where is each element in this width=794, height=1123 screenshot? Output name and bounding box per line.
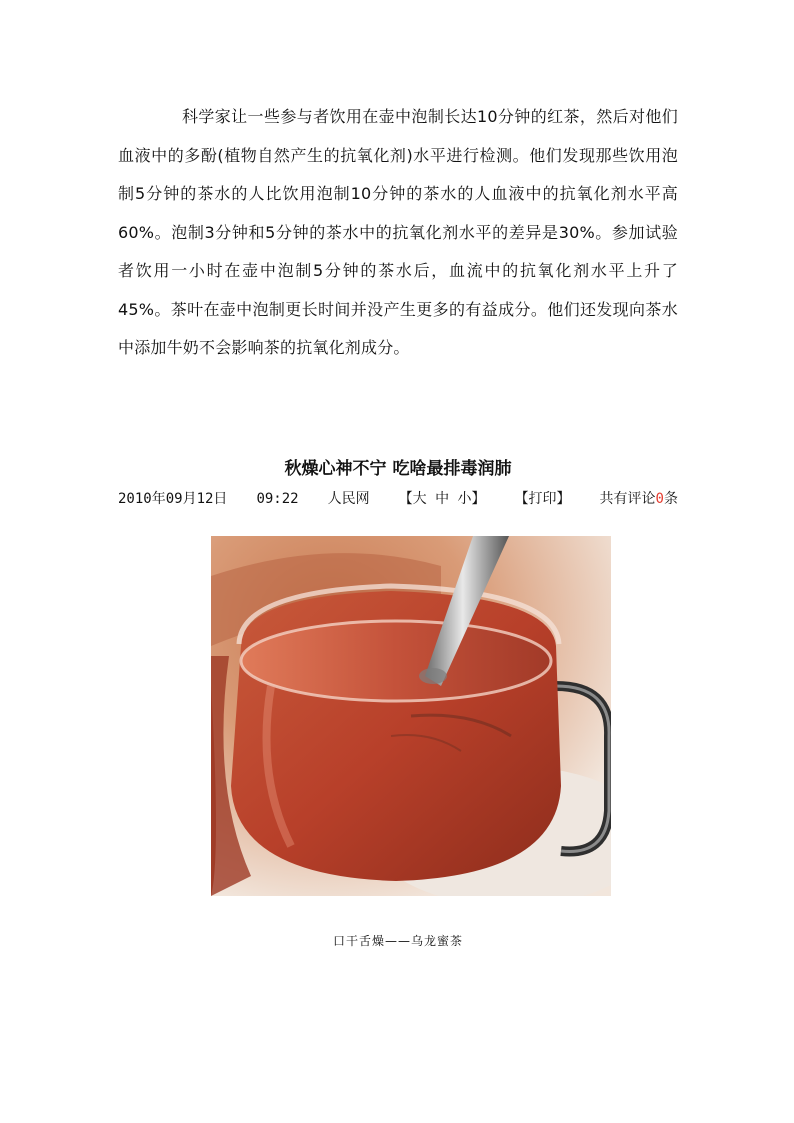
font-size-switch[interactable]: 【大 中 小】 [398, 491, 486, 507]
tea-photo [211, 536, 611, 896]
article-meta [118, 487, 678, 511]
source-name: 人民网 [327, 491, 370, 507]
article-title: 秋燥心神不宁 吃啥最排毒润肺 [284, 459, 512, 479]
comment-suffix: 条 [663, 491, 678, 507]
photo-caption: 口干舌燥——乌龙蜜茶 [332, 934, 463, 948]
tea-cup-illustration [211, 536, 611, 896]
print-link[interactable]: 【打印】 [514, 491, 571, 507]
publish-date: 2010年09月12日 [118, 491, 228, 507]
comment-summary [600, 487, 678, 511]
article-paragraph: 科学家让一些参与者饮用在壶中泡制长达10分钟的红茶，然后对他们血液中的多酚(植物自然产生的抗氧化剂)水平进行检测。他们发现那些饮用泡制5分钟的茶水的人比饮用泡制10分钟的茶水的人血液中的抗氧化剂水平高60%。泡制3分钟和5分钟的茶水中的抗氧化剂水平的差异是30%。参加试验者饮用一小时在壶中泡制5分钟的茶水后，血流中的抗氧化剂水平上升了45%。茶叶在壶中泡制更长时间并没产生更多的有益成分。他们还发现向茶水中添加牛奶不会影响茶的抗氧化剂成分。 [118, 107, 678, 357]
article-body [118, 98, 678, 368]
publish-time: 09:22 [256, 491, 299, 507]
comment-count[interactable]: 0 [655, 491, 664, 507]
comment-prefix: 共有评论 [599, 491, 656, 507]
